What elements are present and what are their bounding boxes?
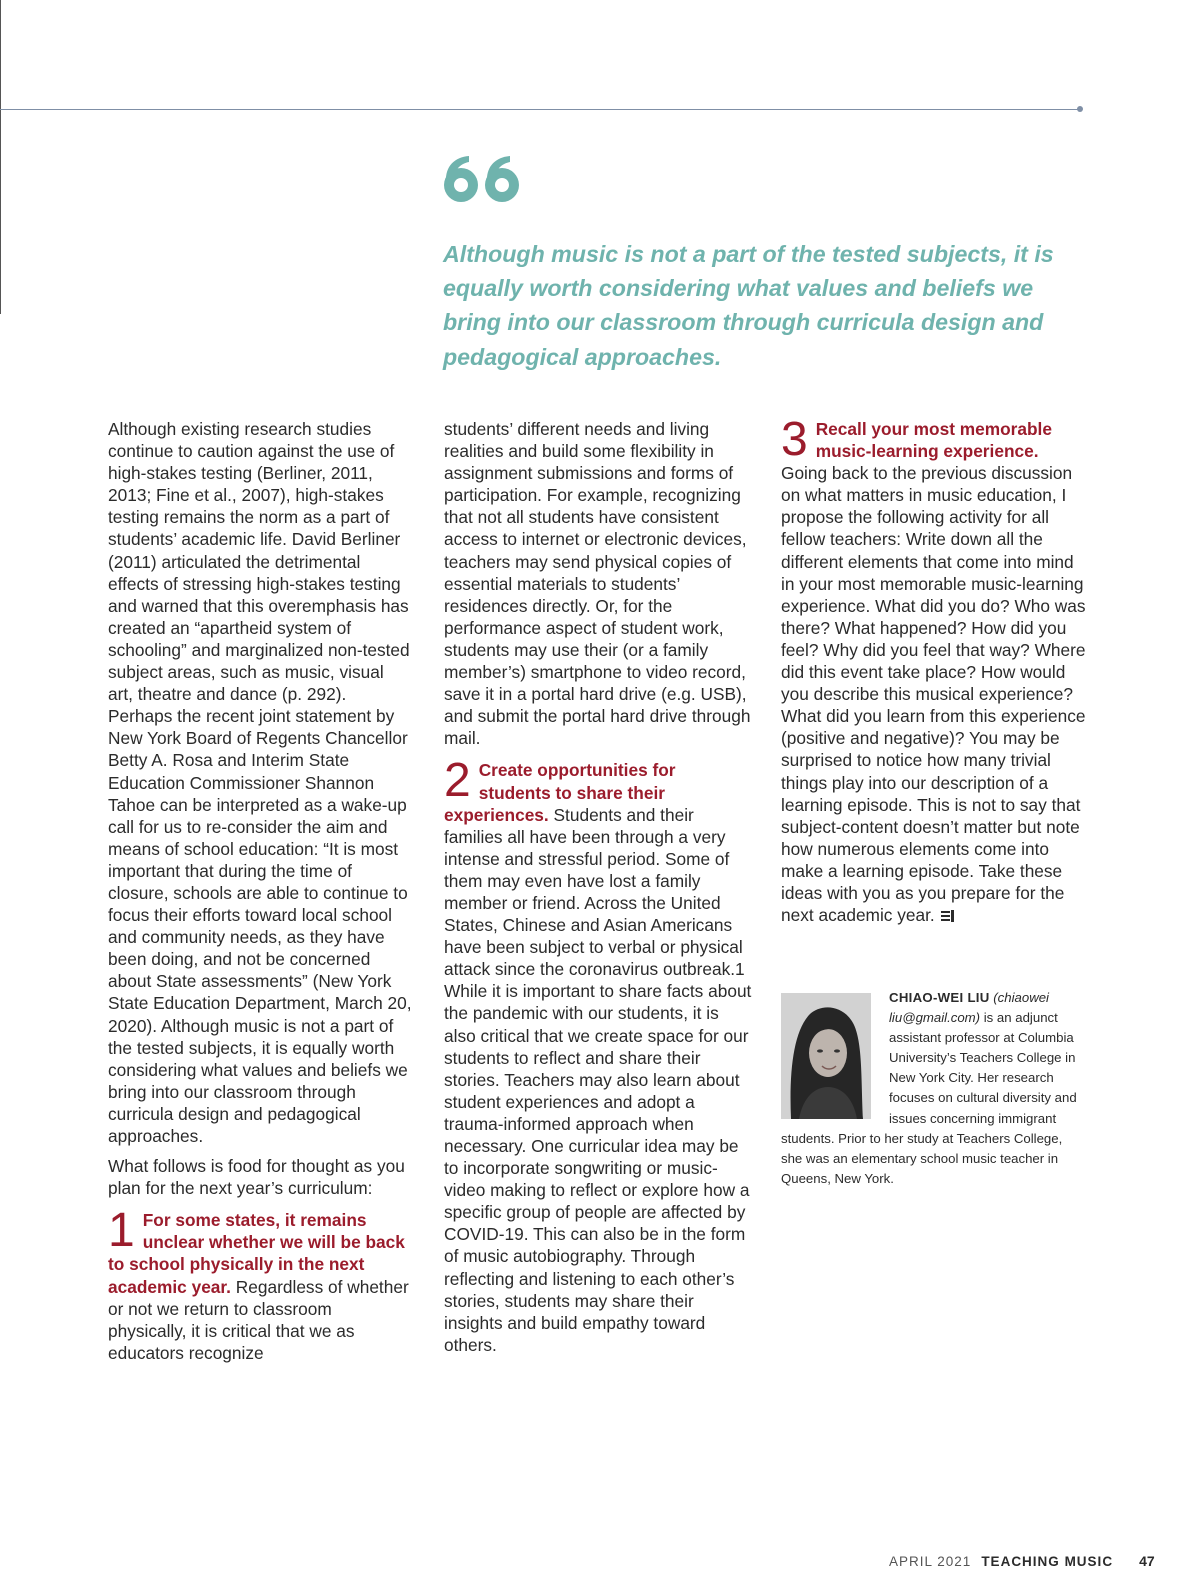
- tip-2-body: Students and their families all have been through a very intense and stressful period. Some of them may even have lost a family member or friend. Across the United States, Chinese and Asian Americans have been subject to verbal or physical attack since the coronavirus outbreak.1 While it is important to share facts about the pandemic with our students, it is also critical that we create space for our students to reflect and share their stories. Teachers may also learn about student experiences and adopt a trauma-informed approach when necessary. One curricular idea may be to incorporate songwriting or music-video making to reflect or explore how a specific group of people are affected by COVID-19. This can also be in the form of music autobiography. Through reflecting and listening to each other’s stories, students may share their insights and build empathy toward others.: [444, 804, 752, 1355]
- tip-1: [108, 1204, 413, 1364]
- tip-3-heading: Recall your most memorable music-learning experience.: [815, 419, 1052, 462]
- tip-1-number: 1: [108, 1204, 135, 1258]
- tip-3: [781, 413, 1086, 926]
- tip-1-heading: For some states, it remains unclear whether we will be back to school physically in the next academic year.: [108, 1210, 405, 1297]
- quote-mark-icon: [442, 154, 526, 204]
- column-3: [781, 413, 1086, 926]
- page-footer: [889, 1553, 1155, 1569]
- tip-3-body: Going back to the previous discussion on what matters in music education, I propose the following activity for all fellow teachers: Write down all the different elements that come into mind in your most memorable music-learning experience. What did you do? Who was there? What happened? How did you feel? Why did you feel that way? Where did this event take place? How would you describe this musical experience? What did you learn from this experience (positive and negative)? You may be surprised to notice how many trivial things play into our description of a learning episode. This is not to say that subject-content doesn’t matter but note how numerous elements come into make a learning episode. Take these ideas with you as you prepare for the next academic year.: [781, 463, 1086, 926]
- paragraph-intro: Although existing research studies continue to caution against the use of high-stakes testing (Berliner, 2011, 2013; Fine et al., 2007), high-stakes testing remains the norm as a part of students’ academic life. David Berliner (2011) articulated the detrimental effects of stressing high-stakes testing and warned that this overemphasis has created an “apartheid system of schooling” and marginalized non-tested subject areas, such as music, visual art, theatre and dance (p. 292). Perhaps the recent joint statement by New York Board of Regents Chancellor Betty A. Rosa and Interim State Education Commissioner Shannon Tahoe can be interpreted as a wake-up call for us to re-consider the aim and means of school education: “It is most important that during the time of closure, schools are able to continue to focus their efforts toward local school and community needs, as they have been doing, and not be concerned about State assessments” (New York State Education Department, March 20, 2020). Although music is not a part of the tested subjects, it is equally worth considering what values and beliefs we bring into our classroom through curricula design and pedagogical approaches.: [108, 419, 412, 1146]
- tip-2-number: 2: [444, 754, 471, 808]
- tip-3-number: 3: [781, 413, 808, 466]
- paragraph-transition: What follows is food for thought as you plan for the next year’s curriculum:: [108, 1156, 405, 1199]
- tip-1-body-continued: students’ different needs and living realities and build some flexibility in assignment submissions and forms of participation. For example, recognizing that not all students have consistent access to internet or electronic devices, teachers may send physical copies of essential materials to students’ residences directly. Or, for the performance aspect of student work, students may use their (or a family member’s) smartphone to video record, save it in a portal hard drive (e.g. USB), and submit the portal hard drive through mail.: [444, 419, 751, 749]
- author-bio-text: is an adjunct assistant professor at Columbia University’s Teachers College in New York City. Her research focuses on cultural diversity and issues concerning immigrant students. Prior to her study at Teachers College, she was an elementary school music teacher in Queens, New York.: [781, 1010, 1077, 1186]
- left-margin-rule: [0, 0, 1, 314]
- column-1: [108, 418, 413, 1364]
- page-number: 47: [1139, 1553, 1155, 1569]
- author-name: CHIAO-WEI LIU: [889, 990, 990, 1005]
- pull-quote: Although music is not a part of the tested subjects, it is equally worth considering what values and beliefs we bring into our classroom through curricula design and pedagogical approaches.: [443, 241, 1054, 370]
- magazine-title: TEACHING MUSIC: [981, 1554, 1114, 1569]
- tip-1-body: Regardless of whether or not we return to classroom physically, it is critical that we as educators recognize: [108, 1276, 409, 1363]
- header-rule: [0, 109, 1080, 110]
- end-of-article-icon: [941, 910, 954, 922]
- tip-2: [444, 754, 752, 1356]
- header-rule-dot: [1077, 106, 1083, 112]
- issue-date: APRIL 2021: [889, 1554, 972, 1569]
- author-email: (chiaowei liu@gmail.com): [889, 990, 1049, 1026]
- tip-2-heading: Create opportunities for students to share their experiences.: [444, 760, 676, 825]
- author-photo: [781, 993, 871, 1119]
- author-bio: [781, 988, 1081, 1189]
- column-2: [444, 418, 752, 1356]
